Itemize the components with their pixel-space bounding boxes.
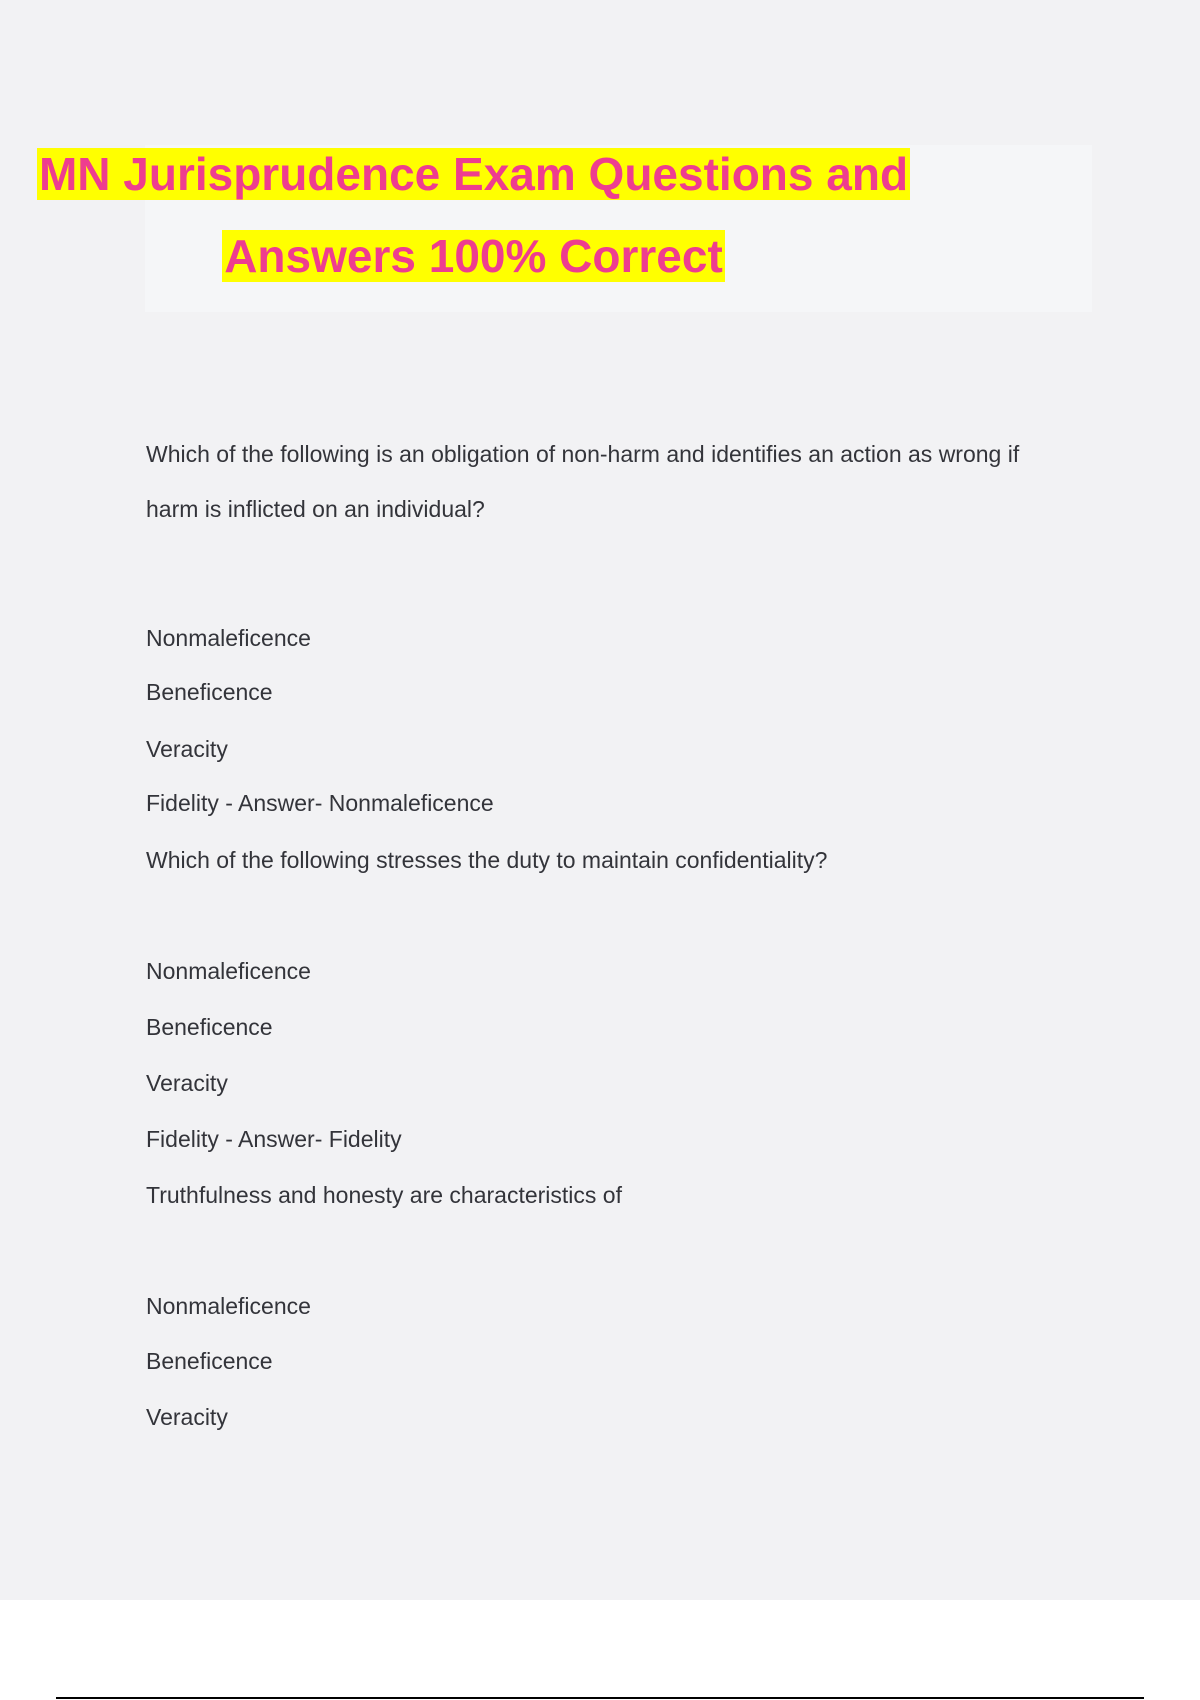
question-1-option-a: Nonmaleficence <box>146 625 311 651</box>
question-1-option-c: Veracity <box>146 736 228 762</box>
question-2-option-d-answer: Fidelity - Answer- Fidelity <box>146 1126 402 1152</box>
question-3-option-b: Beneficence <box>146 1348 273 1374</box>
question-1-option-b: Beneficence <box>146 679 273 705</box>
footer-divider <box>56 1697 1144 1699</box>
question-2-option-c: Veracity <box>146 1070 228 1096</box>
question-1-option-d-answer: Fidelity - Answer- Nonmaleficence <box>146 790 494 816</box>
title-highlight-1: MN Jurisprudence Exam Questions and <box>38 148 909 200</box>
document-title-line-2 <box>0 228 947 284</box>
question-3-option-a: Nonmaleficence <box>146 1293 311 1319</box>
question-3-option-c: Veracity <box>146 1404 228 1430</box>
question-2-option-b: Beneficence <box>146 1014 273 1040</box>
question-1-text-line-2: harm is inflicted on an individual? <box>146 496 485 522</box>
question-3-text: Truthfulness and honesty are characteristics of <box>146 1182 622 1208</box>
question-2-option-a: Nonmaleficence <box>146 958 311 984</box>
title-highlight-2: Answers 100% Correct <box>224 230 723 282</box>
document-title-line-1 <box>0 146 947 202</box>
question-1-text-line-1: Which of the following is an obligation of non-harm and identifies an action as wrong if <box>146 441 1020 467</box>
question-2-text: Which of the following stresses the duty to maintain confidentiality? <box>146 847 828 873</box>
